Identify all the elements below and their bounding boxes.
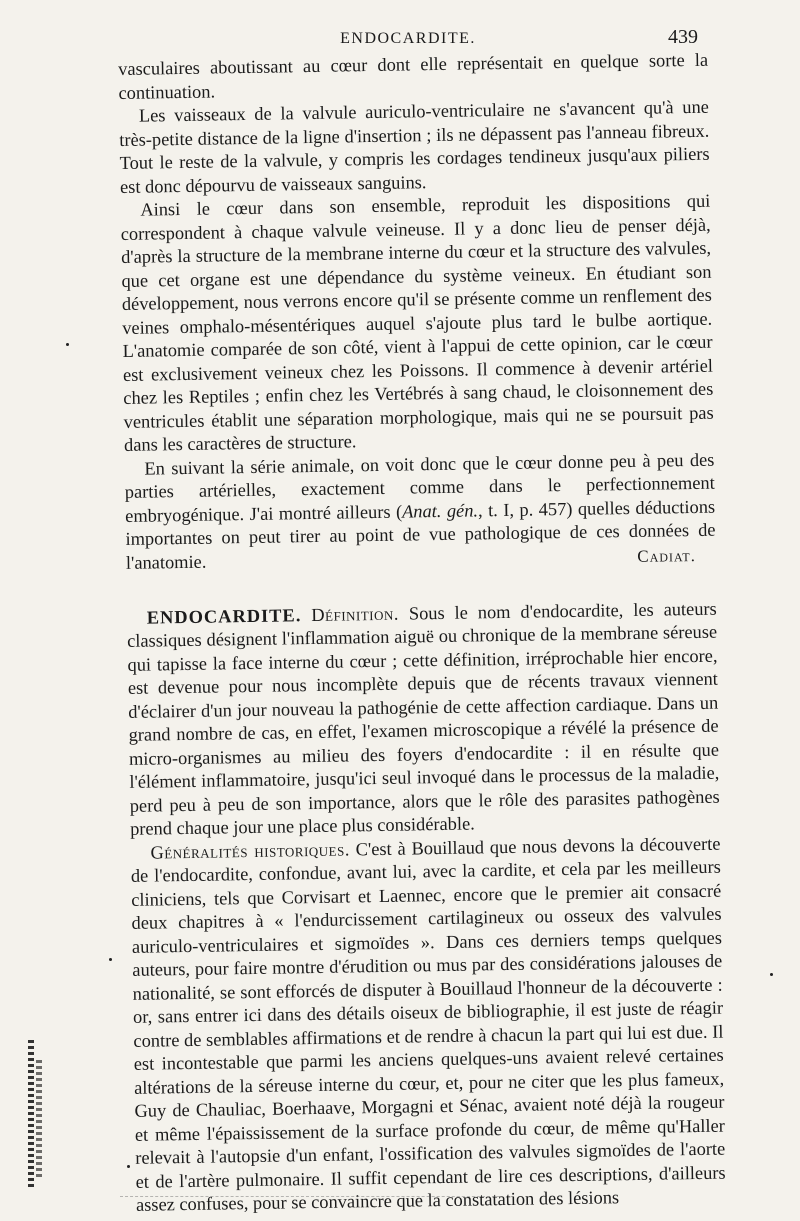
binding-marks: [28, 1040, 34, 1190]
binding-marks-secondary: [36, 1060, 42, 1180]
paragraph-animal-series-text-b: , t. I, p. 457) quelles déductions importantes on peut tirer au point de vue pathologique de ces données de l'anatomie.: [125, 496, 716, 573]
paragraph-continuation: vasculaires aboutissant au cœur dont elle représentait en quelque sorte la continuation.: [118, 49, 709, 103]
author-signature: Cadiat.: [637, 545, 697, 566]
paragraph-definition: [127, 597, 721, 841]
anatomy-reference: Anat. gén.: [401, 499, 479, 522]
speck-mark: [127, 1165, 130, 1168]
speck-mark: [109, 958, 112, 961]
paragraph-animal-series-text-a: En suivant la série animale, on voit donc que le cœur donne peu à peu des parties artérielles, exactement comme dans le perfectionnement embryogénique. J'ai montré ailleurs (: [124, 449, 715, 526]
definition-label: Définition.: [311, 603, 400, 625]
history-label: Généralités historiques.: [150, 838, 351, 863]
paragraph-valve-vessels: Les vaisseaux de la valvule auriculo-ventriculaire ne s'avancent qu'à une très-petite distance de la ligne d'insertion ; ils ne dépassent pas l'anneau fibreux. Tout le reste de la valvule, y compris les cordages tendineux jusqu'aux piliers est donc dépourvu de vaisseaux sanguins.: [119, 96, 710, 197]
page-number: 439: [668, 26, 698, 48]
paragraph-history: [130, 832, 726, 1217]
speck-mark: [770, 973, 773, 976]
running-title: ENDOCARDITE.: [340, 30, 476, 47]
footer-rule: [120, 1196, 500, 1197]
body-text: [118, 49, 726, 1218]
entry-heading: ENDOCARDITE.: [146, 604, 302, 628]
history-text: C'est à Bouillaud que nous devons la découverte de l'endocardite, confondue, avant lui, avec la cardite, et cela par les meilleurs cliniciens, tels que Corvisart et Laennec, encore que le premier ait consacré deux chapitres à « l'endurcissement cartilagineux ou osseux des valvules auriculo-ventriculaires et sigmoïdes ». Dans ces derniers temps quelques auteurs, pour faire montre d'érudition ou mus par des considérations jalouses de nationalité, se sont efforcés de disputer à Bouillaud l'honneur de la découverte : or, sans entrer ici dans des détails oiseux de bibliographie, il est juste de réagir contre de semblables affirmations et de rendre à chacun la part qui lui est due. Il est incontestable que parmi les anciens quelques-uns avaient relevé certaines altérations de la séreuse interne du cœur, et, pour ne citer que les plus fameux, Guy de Chauliac, Boerhaave, Morgagni et Sénac, avaient noté déjà la rougeur et même l'épaississement de la surface profonde du cœur, de même qu'Haller relevait à l'autopsie d'un enfant, l'ossification des valvules sigmoïdes de l'aorte et de l'artère pulmonaire. Il suffit cependant de lire ces descriptions, d'ailleurs assez confuses, pour se convaincre que la constatation des lésions: [130, 833, 726, 1215]
definition-text: Sous le nom d'endocardite, les auteurs classiques désignent l'inflammation aiguë ou chronique de la membrane séreuse qui tapisse la face interne du cœur ; cette définition, irréprochable hier encore, est devenue pour nous incomplète depuis que de récents travaux viennent d'éclairer d'un jour nouveau la pathogénie de cette affection cardiaque. Dans un grand nombre de cas, en effet, l'examen microscopique a révélé la présence de micro-organismes au milieu des foyers d'endocardite : il en résulte que l'élément inflammatoire, jusqu'ici seul invoqué dans le processus de la maladie, perd peu à peu de son importance, alors que le rôle des parasites pathogènes prend chaque jour une place plus considérable.: [127, 598, 720, 839]
paragraph-heart-ensemble: Ainsi le cœur dans son ensemble, reproduit les dispositions qui correspondent à chaque valvule veineuse. Il y a donc lieu de penser déjà, d'après la structure de la membrane interne du cœur et la structure des valvules, que cet organe est une dépendance du système veineux. En étudiant son développement, nous verrons encore qu'il se présente comme un renflement des veines omphalo-mésentériques auquel s'ajoute plus tard le bulbe aortique. L'anatomie comparée de son côté, vient à l'appui de cette opinion, car le cœur est exclusivement veineux chez les Poissons. Il commence à devenir artériel chez les Reptiles ; enfin chez les Vertébrés à sang chaud, le cloisonnement des ventricules établit une séparation morphologique, mais qui ne se poursuit pas dans les caractères de structure.: [120, 190, 714, 455]
speck-mark: [66, 343, 69, 346]
